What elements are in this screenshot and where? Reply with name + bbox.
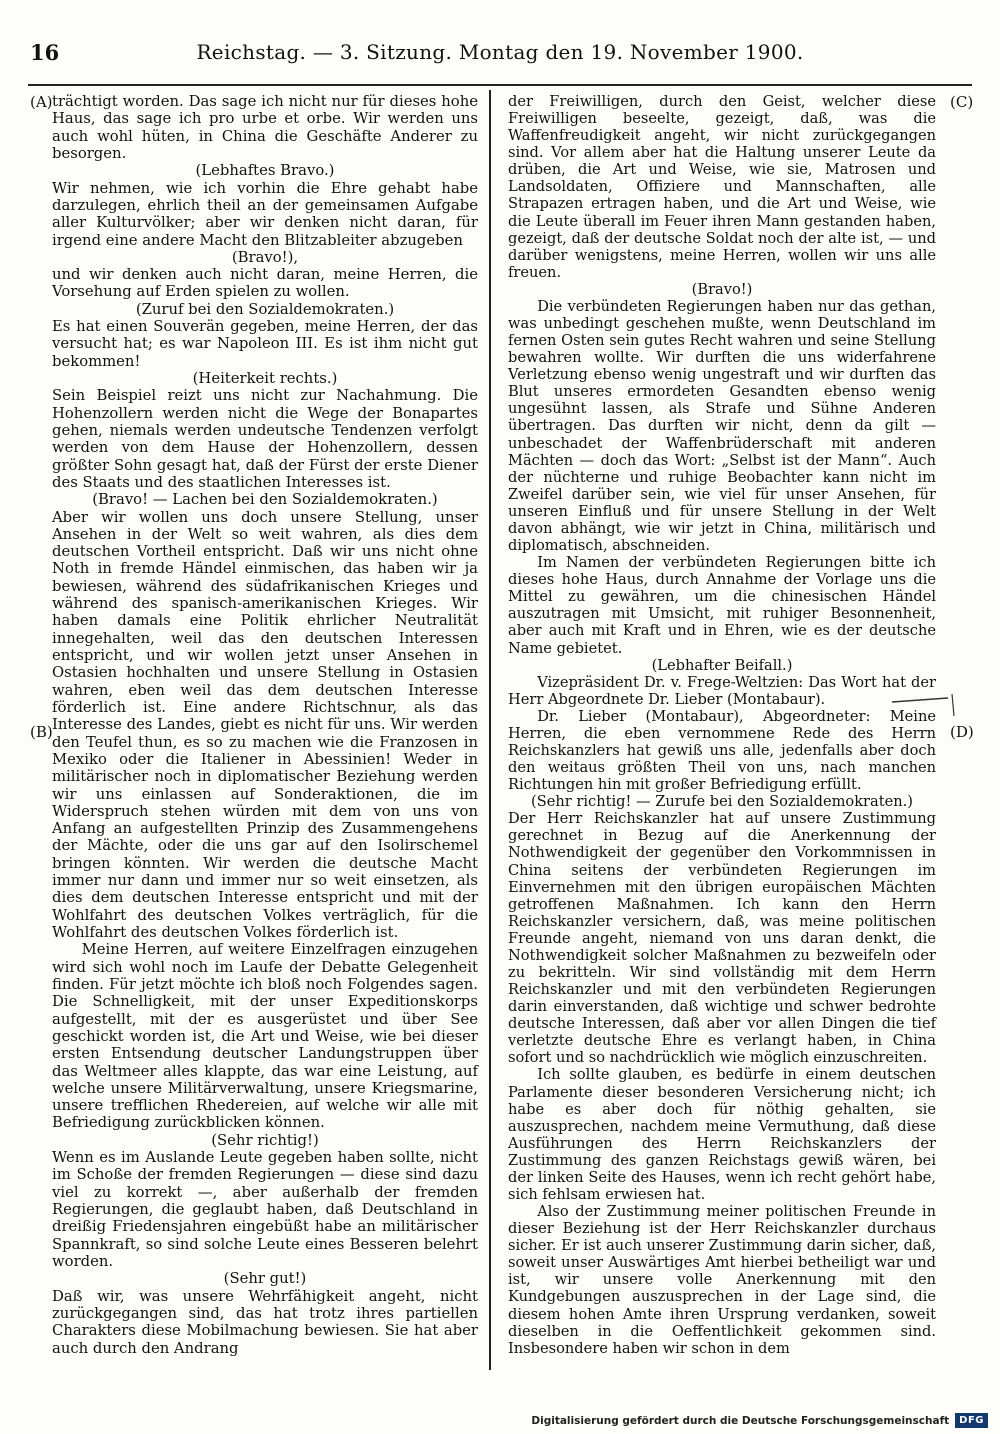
paragraph: Die verbündeten Regierungen haben nur das gethan, was unbedingt geschehen mußte, wenn Deutschland im fernen Osten sein gutes Recht wahren und seine Stellung bewahren wollte. Wir durften die uns widerfahrene Verletzung ebenso wenig ungestraft und wir durften das Blut unseres ermordeten Gesandten ebenso wenig ungesühnt lassen, als Strafe und Sühne Anderen übertragen. Das durften wir nicht, denn da gilt — unbeschadet der Waffenbrüderschaft mit anderen Mächten — doch das Wort: „Selbst ist der Mann“. Auch der nüchterne und ruhige Beobachter kann nicht im Zweifel darüber sein, wie viel für unser Ansehen, für unseren Einfluß und für unsere Stellung in der Welt davon abhängt, wie wir jetzt in China, militärisch und diplomatisch, abschneiden. [508,297,936,555]
left-column [52,93,478,1357]
stage-direction: (Zuruf bei den Sozialdemokraten.) [135,300,395,318]
stage-direction: (Lebhaftes Bravo.) [195,162,335,180]
paragraph: Dr. Lieber (Montabaur), Abgeordneter: Meine Herren, die eben vernommene Rede des Herrn Reichskanzlers hat gewiß uns alle, jedenfalls aber doch den weitaus größten Theil von uns, nach manchen Richtungen hin mit großer Befriedigung erfüllt. [508,707,936,794]
running-head: Reichstag. — 3. Sitzung. Montag den 19. November 1900. [196,40,804,64]
paragraph: Aber wir wollen uns doch unsere Stellung, unser Ansehen in der Welt so weit wahren, als dies dem deutschen Vortheil entspricht. Daß wir uns nicht ohne Noth in fremde Händel einmischen, das haben wir ja bewiesen, während des südafrikanischen Krieges und während des spanisch-amerikanischen Krieges. Wir haben damals eine Politik ehrlicher Neutralität innegehalten, weil das den deutschen Interessen entspricht, und wir wollen jetzt unser Ansehen in Ostasien hochhalten und unsere Stellung in Ostasien wahren, eben weil das dem deutschen Interesse förderlich ist. Eine andere Richtschnur, als das Interesse des Landes, giebt es nicht für uns. Wir werden den Teufel thun, es so zu machen wie die Franzosen in Mexiko oder die Italiener in Abessinien! Weder in militärischer noch in diplomatischer Beziehung werden wir uns einlassen auf Sonderaktionen, die im Widerspruch stehen würden mit dem von uns von Anfang an aufgestellten Prinzip des Zusammengehens der Mächte, oder die uns gar auf den Isolirschemel bringen könnten. Wir werden die deutsche Macht immer nur dann und immer nur so weit einsetzen, als dies dem deutschen Interesse entspricht und mit der Wohlfahrt des deutschen Volkes verträglich, für die Wohlfahrt des deutschen Volkes förderlich ist. [52,508,478,941]
paragraph: Der Herr Reichskanzler hat auf unsere Zustimmung gerechnet in Bezug auf die Anerkennung der Nothwendigkeit der gegenüber den Vorkommnissen in China seitens der verbündeten Regierungen im Einvernehmen mit den übrigen europäischen Mächten getroffenen Maßnahmen. Ich kann den Herrn Reichskanzler versichern, daß, was meine politischen Freunde angeht, niemand von uns daran denkt, die Nothwendigkeit solcher Maßnahmen zu bezweifeln oder zu bekritteln. Wir sind vollständig mit dem Herrn Reichskanzler und mit den verbündeten Regierungen darin einverstanden, daß wichtige und schwer bedrohte deutsche Interessen, daß aber vor allen Dingen die tief verletzte deutsche Ehre es verlangt haben, in China sofort und so nachdrücklich wie möglich einzuschreiten. [508,810,936,1067]
page-header [30,40,970,74]
paragraph: trächtigt worden. Das sage ich nicht nur für dieses hohe Haus, das sage ich pro urbe et orbe. Wir werden uns auch wohl hüten, in China die Geschäfte Anderer zu besorgen. [52,93,478,162]
header-rule [28,84,972,86]
margin-marker-b: (B) [30,723,53,741]
paragraph: Wenn es im Auslande Leute gegeben haben sollte, nicht im Schoße der fremden Regierungen — diese sind dazu viel zu korrekt —, aber außerhalb der fremden Regierungen, die geglaubt haben, daß Deutschland in dreißig Friedensjahren eingebüßt habe an militärischer Spannkraft, so sind solche Leute eines Besseren belehrt worden. [52,1149,478,1270]
right-column [508,93,936,1357]
paragraph: Vizepräsident Dr. v. Frege-Weltzien: Das Wort hat der Herr Abgeordnete Dr. Lieber (Montabaur). [508,673,936,708]
paragraph: Ich sollte glauben, es bedürfe in einem deutschen Parlamente dieser besonderen Versicherung nicht; ich habe es aber doch für nöthig gehalten, sie auszusprechen, nachdem meine Vermuthung, daß diese Ausführungen des Herrn Reichskanzlers der Zustimmung des ganzen Reichstags gewiß wären, bei der linken Seite des Hauses, wenn ich recht gehört habe, sich fehlsam erwiesen hat. [508,1066,936,1203]
paragraph: Also der Zustimmung meiner politischen Freunde in dieser Beziehung ist der Herr Reichskanzler durchaus sicher. Er ist auch unserer Zustimmung darin sicher, daß, soweit unser Auswärtiges Amt hierbei betheiligt war und ist, wir unsere volle Anerkennung mit den Kundgebungen auszusprechen in der Lage sind, die diesem hohen Amte ihren Ursprung verdanken, soweit dieselben in die Oeffentlichkeit gekommen sind. Insbesondere haben wir schon in dem [508,1203,936,1357]
stage-direction: (Sehr richtig! — Zurufe bei den Sozialdemokraten.) [531,793,913,811]
margin-marker-c: (C) [950,93,974,111]
paragraph: Daß wir, was unsere Wehrfähigkeit angeht, nicht zurückgegangen sind, das hat trotz ihres partiellen Charakters diese Mobilmachung bewiesen. Sie hat aber auch durch den Andrang [52,1287,478,1357]
margin-marker-a: (A) [30,93,53,111]
stage-direction: (Lebhafter Beifall.) [651,656,793,674]
stage-direction: (Bravo!) [691,280,753,298]
dfg-logo: DFG [955,1413,988,1428]
pencil-annotation-mark [890,690,970,730]
stage-direction: (Heiterkeit rechts.) [192,370,338,387]
page-number: 16 [30,40,60,65]
stage-direction: (Sehr gut!) [223,1270,307,1288]
paragraph: Meine Herren, auf weitere Einzelfragen einzugehen wird sich wohl noch im Laufe der Debatte Gelegenheit finden. Für jetzt möchte ich bloß noch Folgendes sagen. Die Schnelligkeit, mit der unser Expeditionskorps aufgestellt, mit der es ausgerüstet und über See geschickt worden ist, die Art und Weise, wie bei dieser ersten Entsendung deutscher Landungstruppen über das Weltmeer alles klappte, das war eine Leistung, auf welche unsere Militärverwaltung, unsere Kriegsmarine, unsere trefflichen Rhedereien, auf welche wir alle mit Befriedigung zurückblicken können. [52,941,478,1132]
margin-marker-d: (D) [950,723,974,741]
paragraph: und wir denken auch nicht daran, meine Herren, die Vorsehung auf Erden spielen zu wollen. [52,266,478,301]
stage-direction: (Sehr richtig!) [211,1131,319,1149]
paragraph: Wir nehmen, wie ich vorhin die Ehre gehabt habe darzulegen, ehrlich theil an der gemeinsamen Aufgabe aller Kulturvölker; aber wir denken nicht daran, für irgend eine andere Macht den Blitzableiter abzugeben [52,179,478,249]
stage-direction: (Bravo!), [231,248,299,266]
column-divider [489,90,491,1370]
paragraph: Es hat einen Souverän gegeben, meine Herren, der das versucht hat; es war Napoleon III. Es ist ihm nicht gut bekommen! [52,318,478,370]
paragraph: Im Namen der verbündeten Regierungen bitte ich dieses hohe Haus, durch Annahme der Vorlage uns die Mittel zu gewähren, um die chinesischen Händel auszutragen mit Umsicht, mit ruhiger Besonnenheit, aber auch mit Kraft und in Ehren, wie es der deutsche Name gebietet. [508,554,936,657]
footer-text: Digitalisierung gefördert durch die Deutsche Forschungsgemeinschaft [531,1414,950,1427]
stage-direction: (Bravo! — Lachen bei den Sozialdemokraten.) [92,491,438,509]
footer [531,1413,988,1428]
paragraph: der Freiwilligen, durch den Geist, welcher diese Freiwilligen beseelte, gezeigt, daß, was die Waffenfreudigkeit angeht, wir nicht zurückgegangen sind. Vor allem aber hat die Haltung unserer Leute da drüben, die Art und Weise, wie sie, Matrosen und Landsoldaten, Offiziere und Mannschaften, alle Strapazen ertragen haben, und die Art und Weise, wie die Leute überall im Feuer ihren Mann gestanden haben, gezeigt, daß der deutsche Soldat noch der alte ist, — und darüber wenigstens, meine Herren, wollen wir uns alle freuen. [508,93,936,281]
paragraph: Sein Beispiel reizt uns nicht zur Nachahmung. Die Hohenzollern werden nicht die Wege der Bonapartes gehen, niemals werden undeutsche Tendenzen verfolgt werden von dem Hause der Hohenzollern, dessen größter Sohn gesagt hat, daß der Fürst der erste Diener des Staats und des staatlichen Interesses ist. [52,387,478,491]
